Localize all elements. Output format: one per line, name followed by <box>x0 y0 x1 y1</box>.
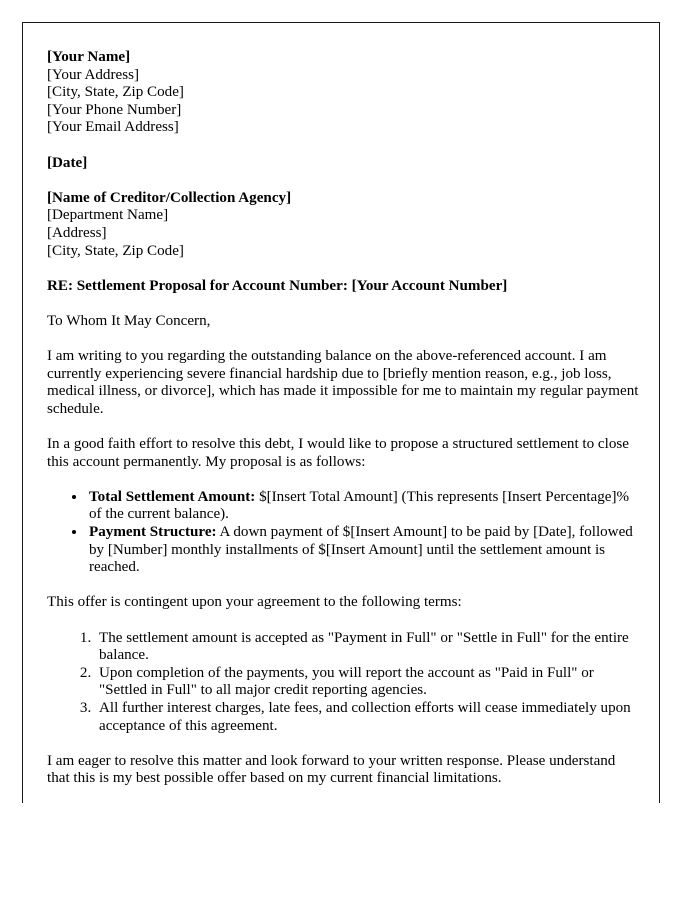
spacer <box>47 331 639 349</box>
date-block <box>47 155 639 173</box>
spacer <box>47 577 639 595</box>
subject-line: RE: Settlement Proposal for Account Number: [Your Account Number] <box>47 277 508 294</box>
paragraph-closing: I am eager to resolve this matter and look forward to your written response. Please understand that this is my best possible offer based on my current financial limitations. <box>47 752 616 787</box>
salutation: To Whom It May Concern, <box>47 312 211 329</box>
paragraph-proposal-intro: In a good faith effort to resolve this debt, I would like to propose a structured settlement to close this account permanently. My proposal is as follows: <box>47 436 629 470</box>
list-item: 2. Upon completion of the payments, you will report the account as "Paid in Full" or "Settled in Full" to all major credit reporting agencies. <box>95 665 639 700</box>
list-item <box>87 524 639 577</box>
recipient-address: [Address] <box>47 224 107 241</box>
sender-phone: [Your Phone Number] <box>47 101 182 118</box>
proposal-item-text: $[Insert Total Amount] (This represents [Insert Percentage]% of the current balance). <box>89 488 630 523</box>
proposal-item-label: Payment Structure: <box>89 524 217 541</box>
letter-body <box>47 49 639 788</box>
list-item <box>87 489 639 524</box>
recipient-department: [Department Name] <box>47 207 169 224</box>
spacer <box>47 137 639 155</box>
list-item: 3. All further interest charges, late fees, and collection efforts will cease immediately upon acceptance of this agreement. <box>95 700 639 735</box>
sender-name: [Your Name] <box>47 49 131 65</box>
proposal-list <box>47 489 639 577</box>
spacer <box>47 735 639 753</box>
sender-address: [Your Address] <box>47 66 139 83</box>
sender-city-state-zip: [City, State, Zip Code] <box>47 84 184 101</box>
terms-list <box>47 630 639 736</box>
proposal-item-text: A down payment of $[Insert Amount] to be paid by [Date], followed by [Number] monthly installments of $[Insert Amount] until the settlement amount is reached. <box>89 524 633 576</box>
list-item: 1. The settlement amount is accepted as "Payment in Full" or "Settle in Full" for the entire balance. <box>95 630 639 665</box>
recipient-address-block <box>47 190 639 260</box>
recipient-name: [Name of Creditor/Collection Agency] <box>47 189 292 206</box>
spacer <box>47 260 639 278</box>
spacer <box>47 471 639 489</box>
sender-email: [Your Email Address] <box>47 119 179 136</box>
paragraph-hardship: I am writing to you regarding the outstanding balance on the above-referenced account. I am currently experiencing severe financial hardship due to [briefly mention reason, e.g., job loss, medical illness, or divorce], which has made it impossible for me to maintain my regular payment schedule. <box>47 348 639 417</box>
letter-date: [Date] <box>47 154 88 171</box>
proposal-item-label: Total Settlement Amount: <box>89 488 256 505</box>
spacer <box>47 612 639 630</box>
spacer <box>47 295 639 313</box>
letter-page <box>22 22 660 803</box>
recipient-city-state-zip: [City, State, Zip Code] <box>47 242 184 259</box>
spacer <box>47 418 639 436</box>
sender-address-block <box>47 49 639 137</box>
paragraph-terms-intro: This offer is contingent upon your agreement to the following terms: <box>47 594 462 611</box>
spacer <box>47 172 639 190</box>
